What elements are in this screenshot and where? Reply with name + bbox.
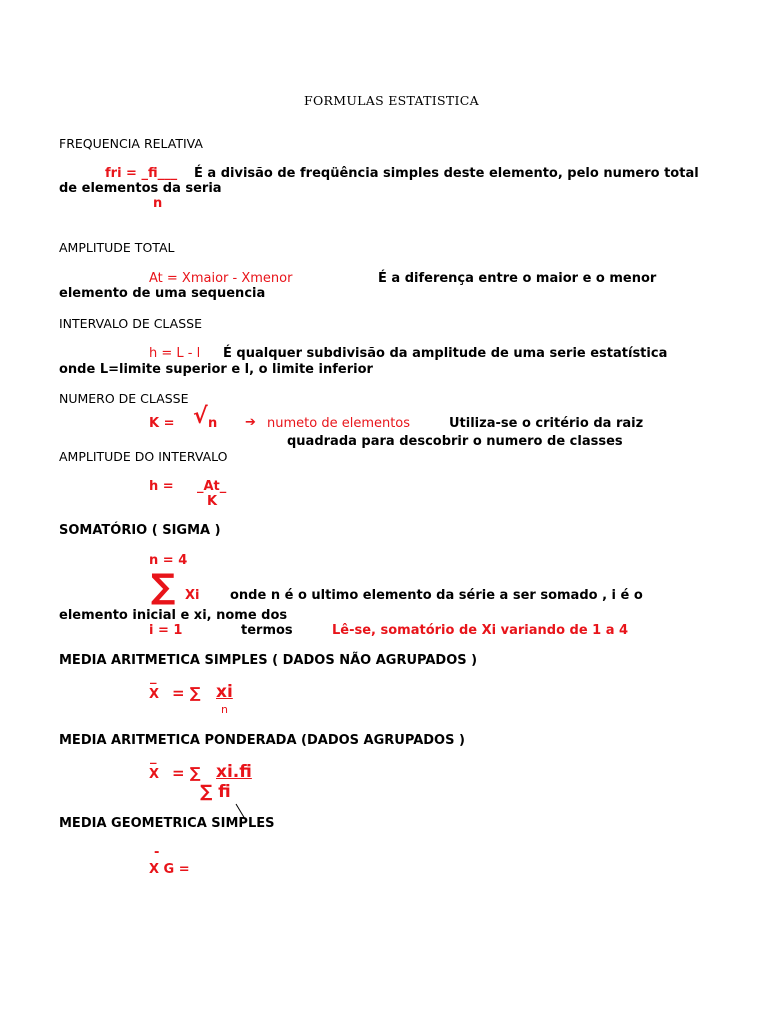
formula-xi: xi: [216, 682, 233, 702]
formula-n: n: [221, 703, 228, 716]
heading-intervalo-classe: INTERVALO DE CLASSE: [59, 316, 202, 331]
sigma-xi: Xi: [185, 588, 200, 603]
heading-somatorio: SOMATÓRIO ( SIGMA ): [59, 523, 221, 538]
desc-at-line2: elemento de uma sequencia: [59, 286, 266, 301]
xbar-bar-ponderada: _: [150, 750, 157, 765]
formula-fri-denominator: n: [153, 196, 163, 211]
sigma-icon: ∑: [151, 567, 176, 607]
xbar-bar: _: [150, 670, 157, 685]
sqrt-n: n: [208, 416, 218, 431]
formula-k: K =: [149, 416, 175, 431]
stray-line-mark: [234, 802, 248, 822]
heading-amplitude-total: AMPLITUDE TOTAL: [59, 240, 175, 255]
heading-numero-classe: NUMERO DE CLASSE: [59, 391, 189, 406]
formula-equals-sigma: = ∑: [172, 684, 201, 702]
desc-at-line1: É a diferença entre o maior e o menor: [378, 271, 657, 286]
formula-xg: X G =: [149, 862, 190, 877]
formula-xi-fi: xi.fi: [216, 762, 252, 782]
desc-sigma-line1: onde n é o ultimo elemento da série a ser somado , i é o: [230, 588, 643, 603]
desc-k-line1: Utiliza-se o critério da raiz: [449, 416, 644, 431]
xg-bar: -: [154, 845, 160, 860]
heading-media-geometrica-simples: MEDIA GEOMETRICA SIMPLES: [59, 816, 275, 831]
heading-media-aritmetica-simples: MEDIA ARITMETICA SIMPLES ( DADOS NÃO AGRUPADOS ): [59, 653, 478, 668]
sigma-lower-limit: i = 1: [149, 623, 183, 638]
formula-h-label: h =: [149, 479, 174, 494]
formula-at: At = Xmaior - Xmenor: [149, 271, 293, 286]
arrow-right-icon: ➔: [245, 415, 256, 430]
note-numero-elementos: numeto de elementos: [267, 416, 411, 431]
sqrt-symbol: √: [193, 404, 208, 429]
heading-frequencia-relativa: FREQUENCIA RELATIVA: [59, 136, 203, 151]
desc-k-line2: quadrada para descobrir o numero de classes: [287, 434, 623, 449]
xbar-x: X: [149, 687, 160, 702]
formula-sigma-fi: ∑ fi: [200, 782, 231, 802]
desc-sigma-termos: termos: [241, 623, 293, 638]
sigma-upper-limit: n = 4: [149, 553, 188, 568]
desc-fri-line2: de elementos da seria: [59, 181, 222, 196]
formula-h-numerator: _At_: [197, 479, 227, 494]
heading-media-aritmetica-ponderada: MEDIA ARITMETICA PONDERADA (DADOS AGRUPADOS ): [59, 733, 465, 748]
heading-amplitude-intervalo: AMPLITUDE DO INTERVALO: [59, 449, 228, 464]
desc-sigma-line2: elemento inicial e xi, nome dos: [59, 608, 288, 623]
page-title: FORMULAS ESTATISTICA: [304, 93, 479, 108]
xbar-x-ponderada: X: [149, 767, 160, 782]
sigma-reading: Lê-se, somatório de Xi variando de 1 a 4: [332, 623, 629, 638]
desc-h-line2: onde L=limite superior e l, o limite inferior: [59, 362, 373, 377]
formula-h: h = L - l: [149, 346, 201, 361]
formula-h-denominator: K: [207, 494, 218, 509]
formula-fri: fri = _fi___: [105, 166, 178, 181]
desc-fri-line1: É a divisão de freqüência simples deste elemento, pelo numero total: [194, 166, 699, 181]
desc-h-line1: É qualquer subdivisão da amplitude de uma serie estatística: [223, 346, 668, 361]
formula-equals-sigma-ponderada: = ∑: [172, 764, 201, 782]
